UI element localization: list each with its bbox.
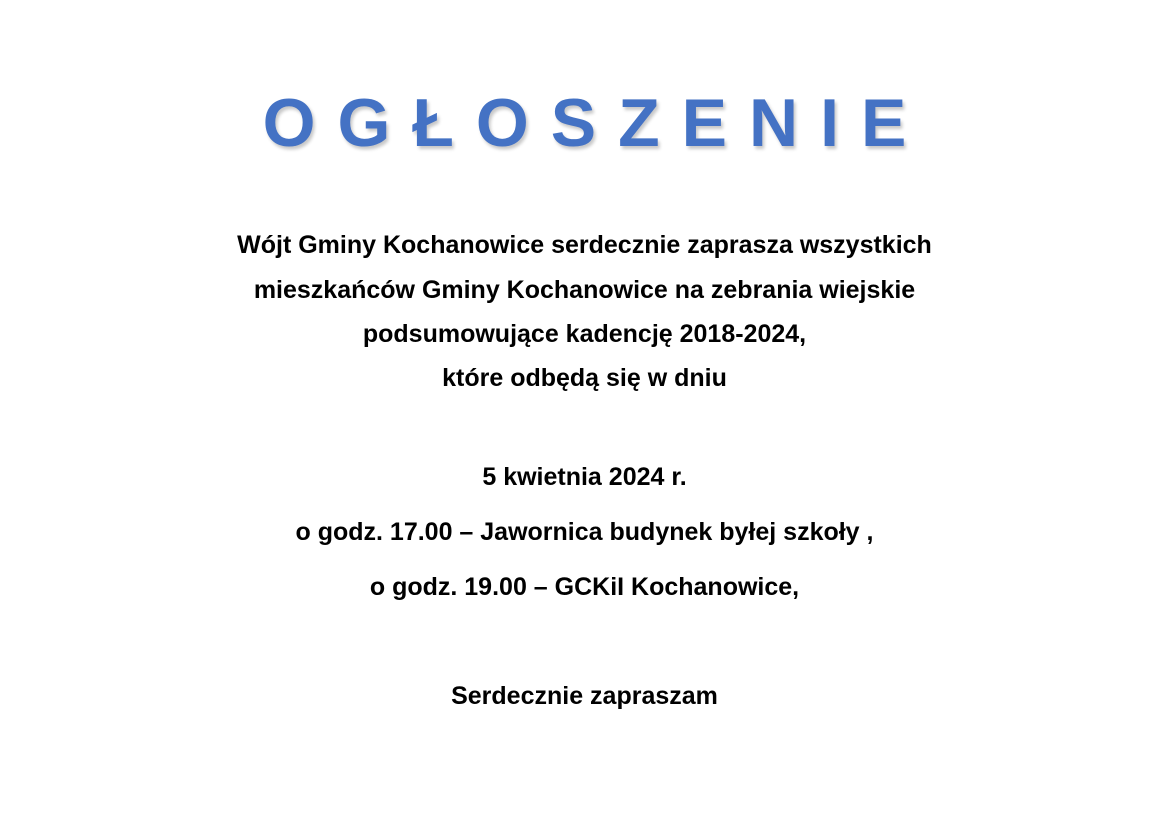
closing-text: Serdecznie zapraszam bbox=[451, 682, 718, 710]
notice-title: OGŁOSZENIE bbox=[262, 85, 929, 161]
intro-line: Wójt Gminy Kochanowice serdecznie zaprasza wszystkich bbox=[237, 231, 932, 259]
intro-line: podsumowujące kadencję 2018-2024, bbox=[362, 320, 807, 348]
intro-line: które odbędą się w dniu bbox=[442, 364, 727, 392]
meeting-item: o godz. 19.00 – GCKiI Kochanowice, bbox=[369, 573, 800, 601]
meeting-item: o godz. 17.00 – Jawornica budynek byłej szkoły , bbox=[295, 518, 874, 546]
meeting-date: 5 kwietnia 2024 r. bbox=[482, 463, 687, 491]
intro-line: mieszkańców Gminy Kochanowice na zebrania wiejskie bbox=[253, 276, 916, 304]
